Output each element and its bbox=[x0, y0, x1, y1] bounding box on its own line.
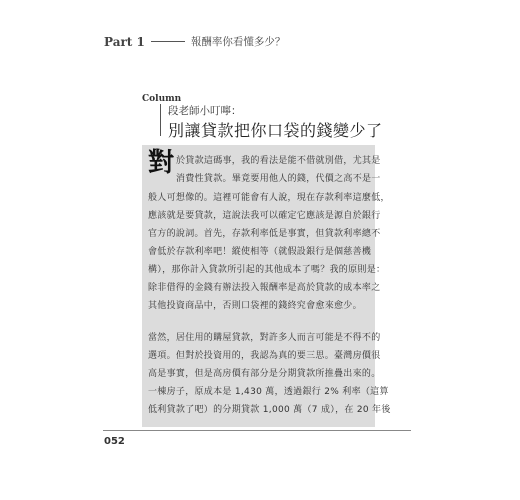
body-line: 除非借得的金錢有辦法投入報酬率是高於貸款的成本率之 bbox=[148, 283, 381, 293]
page-number: 052 bbox=[104, 436, 125, 447]
column-divider bbox=[160, 104, 161, 136]
body-line: 會低於存款利率吧！縱使相等（就假設銀行是個慈善機 bbox=[148, 247, 372, 257]
header-dash bbox=[151, 41, 185, 42]
body-line: 構），那你計入貸款所引起的其他成本了嗎？我的原則是： bbox=[148, 265, 386, 275]
drop-cap: 對 bbox=[148, 148, 175, 178]
body-line: 應該就是要貸款，這說法我可以確定它應該是源自於銀行 bbox=[148, 211, 381, 221]
body-line: 高是事實，但是高房價有部分是分期貸款所推疊出來的。 bbox=[148, 369, 381, 379]
part-label: Part 1 bbox=[104, 34, 145, 49]
body-line: 於貸款這碼事，我的看法是能不借就別借，尤其是 bbox=[176, 156, 381, 166]
column-title: 別讓貸款把你口袋的錢變少了 bbox=[168, 121, 383, 140]
body-line: 其他投資商品中，否則口袋裡的錢終究會愈來愈少。 bbox=[148, 301, 362, 311]
column-kicker: 段老師小叮嚀： bbox=[168, 105, 242, 117]
footer-rule bbox=[103, 430, 411, 431]
body-line: 選項。但對於投資用的，我認為真的要三思。臺灣房價很 bbox=[148, 351, 381, 361]
body-line: 般人可想像的。這裡可能會有人說，現在存款利率這麼低， bbox=[148, 193, 390, 203]
body-line: 一棟房子，原成本是 1,430 萬，透過銀行 2% 利率（這算 bbox=[148, 387, 389, 397]
body-line: 低利貸款了吧）的分期貸款 1,000 萬（7 成），在 20 年後 bbox=[148, 405, 391, 415]
body-line: 當然，居住用的購屋貸款，對許多人而言可能是不得不的 bbox=[148, 333, 381, 343]
body-line: 消費性貸款。畢竟要用他人的錢，代價之高不是一 bbox=[176, 174, 381, 184]
column-tag: Column bbox=[142, 94, 182, 104]
part-subtitle: 報酬率你看懂多少？ bbox=[190, 36, 286, 48]
body-line: 官方的說詞。首先，存款利率低是事實，但貸款利率總不 bbox=[148, 229, 381, 239]
page-header bbox=[104, 34, 285, 49]
